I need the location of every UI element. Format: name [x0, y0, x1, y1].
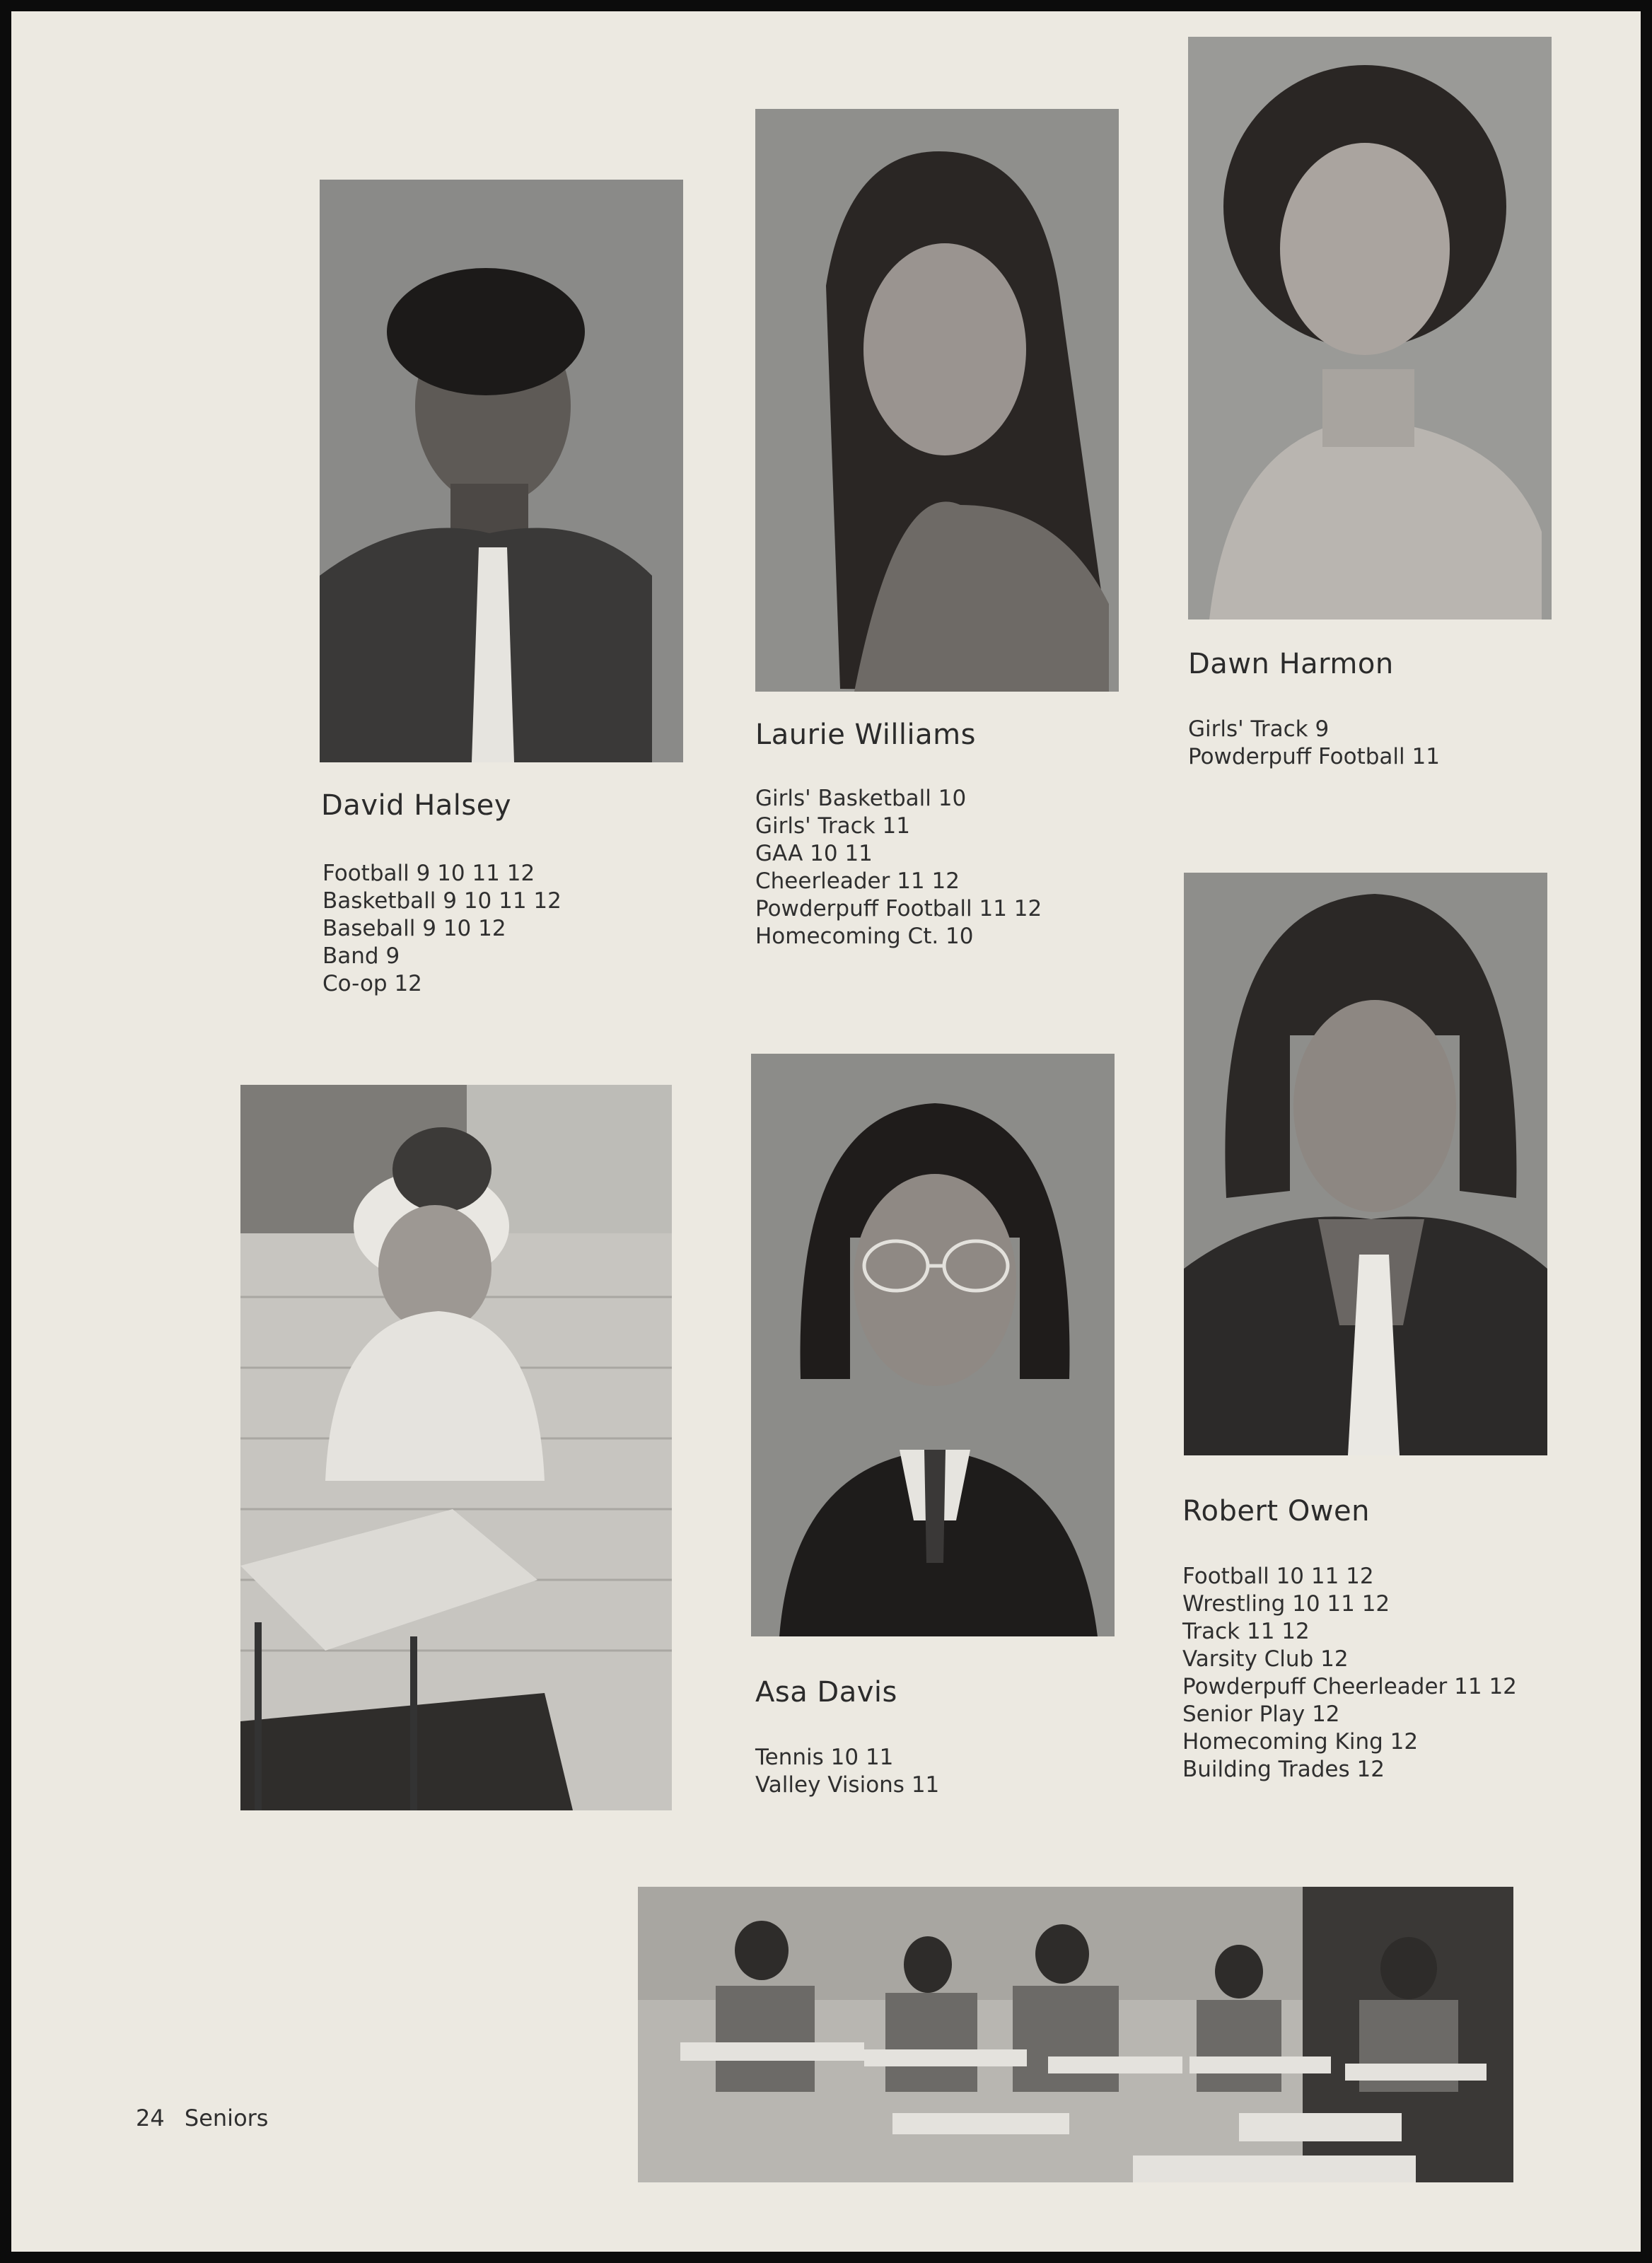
activity-item: Powderpuff Cheerleader 11 12: [1182, 1674, 1517, 1699]
portrait-placeholder-icon: [755, 109, 1119, 692]
portrait-placeholder-icon: [1184, 873, 1547, 1455]
activity-item: Girls' Basketball 10: [755, 786, 967, 811]
portrait-david-halsey: [320, 180, 683, 762]
activity-item: Powderpuff Football 11: [1188, 744, 1440, 769]
section-label: Seniors: [184, 2105, 269, 2131]
activity-item: Band 9: [322, 943, 400, 969]
portrait-asa-davis: [751, 1054, 1115, 1636]
group-photo-classroom: [638, 1887, 1513, 2182]
activity-item: Cheerleader 11 12: [755, 868, 960, 894]
activity-item: Track 11 12: [1182, 1619, 1310, 1644]
candid-photo-icon: [240, 1085, 672, 1810]
activity-item: Varsity Club 12: [1182, 1646, 1349, 1672]
activity-list: [755, 1744, 939, 1799]
portrait-robert-owen: [1184, 873, 1547, 1455]
candid-photo-classroom: [240, 1085, 672, 1810]
activity-item: Wrestling 10 11 12: [1182, 1591, 1390, 1617]
senior-name: Asa Davis: [755, 1676, 897, 1709]
portrait-placeholder-icon: [320, 180, 683, 762]
group-photo-icon: [638, 1887, 1513, 2182]
activity-item: GAA 10 11: [755, 841, 873, 866]
activity-item: Baseball 9 10 12: [322, 916, 506, 941]
activity-list: [1188, 716, 1440, 771]
senior-name: David Halsey: [321, 789, 512, 822]
activity-item: Building Trades 12: [1182, 1757, 1385, 1782]
page-number: 24: [136, 2105, 165, 2131]
senior-name: Dawn Harmon: [1188, 648, 1394, 680]
activity-item: Football 9 10 11 12: [322, 861, 535, 886]
portrait-laurie-williams: [755, 109, 1119, 692]
portrait-placeholder-icon: [1188, 37, 1552, 619]
activity-list: [322, 860, 562, 998]
senior-name: Robert Owen: [1182, 1495, 1370, 1528]
activity-item: Senior Play 12: [1182, 1701, 1340, 1727]
yearbook-page: [11, 11, 1641, 2252]
page-footer: [136, 2105, 268, 2131]
portrait-placeholder-icon: [751, 1054, 1115, 1636]
activity-item: Football 10 11 12: [1182, 1564, 1374, 1589]
activity-item: Girls' Track 11: [755, 813, 910, 839]
activity-list: [1182, 1563, 1517, 1784]
activity-item: Powderpuff Football 11 12: [755, 896, 1042, 921]
activity-list: [755, 785, 1042, 950]
activity-item: Basketball 9 10 11 12: [322, 888, 562, 914]
senior-name: Laurie Williams: [755, 719, 976, 751]
activity-item: Homecoming King 12: [1182, 1729, 1419, 1755]
activity-item: Homecoming Ct. 10: [755, 924, 974, 949]
activity-item: Valley Visions 11: [755, 1772, 940, 1798]
portrait-dawn-harmon: [1188, 37, 1552, 619]
activity-item: Co-op 12: [322, 971, 422, 996]
activity-item: Girls' Track 9: [1188, 716, 1330, 742]
activity-item: Tennis 10 11: [755, 1745, 894, 1770]
